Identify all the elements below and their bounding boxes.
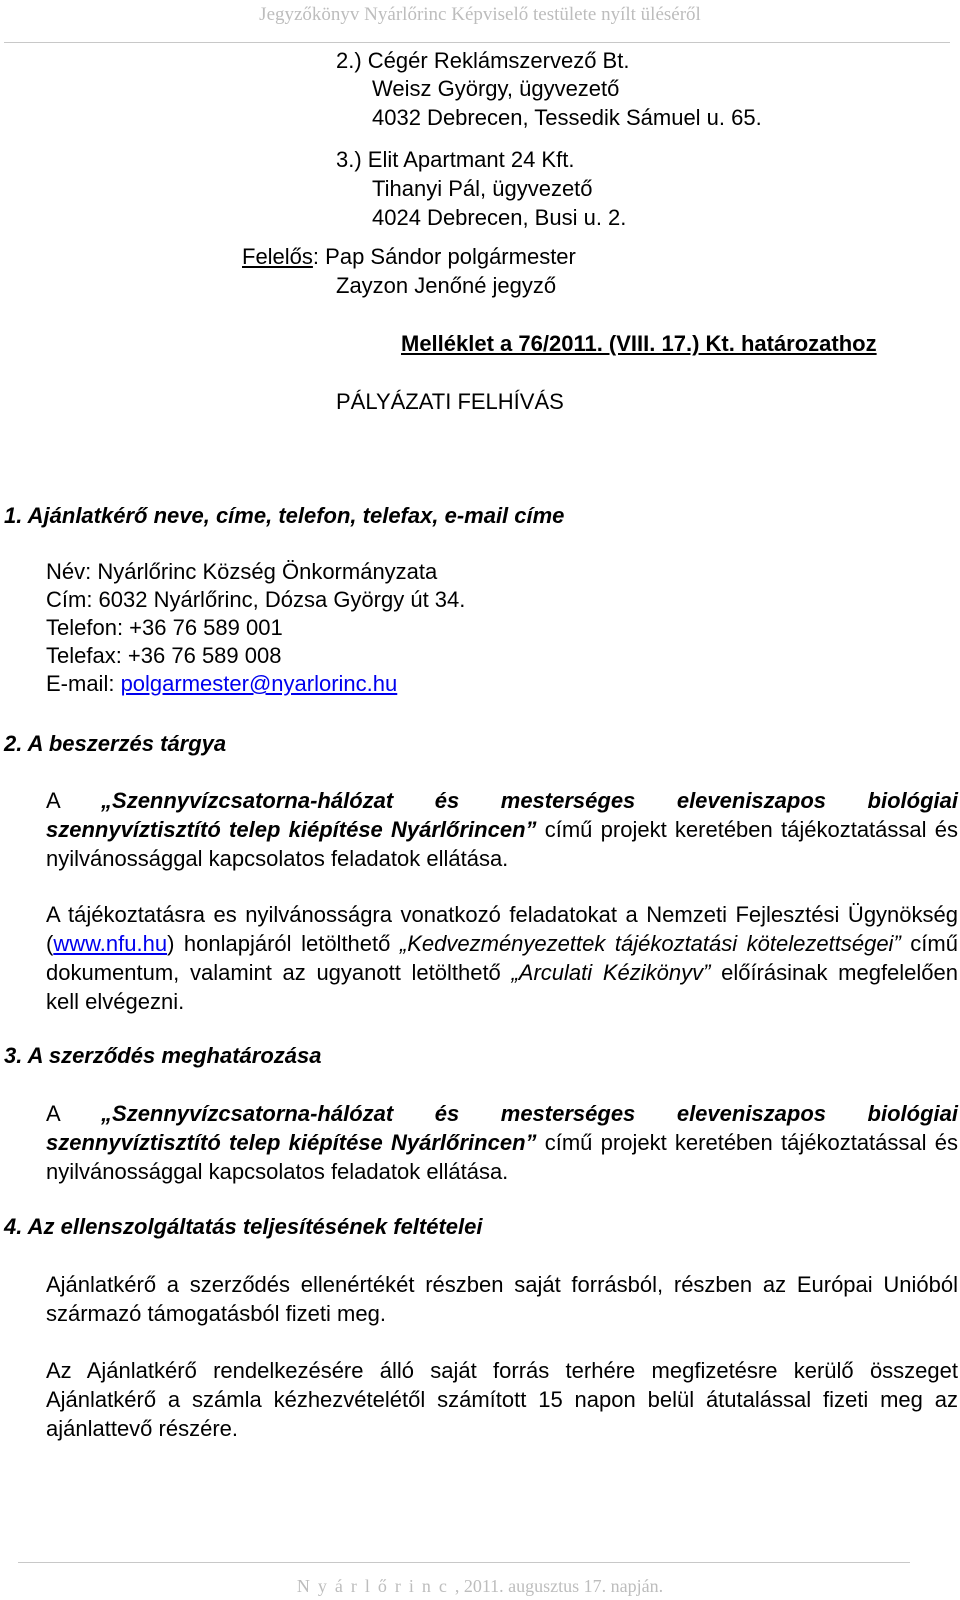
address-3-person: Tihanyi Pál, ügyvezető <box>372 176 593 201</box>
contact-email-row <box>46 670 465 698</box>
footer-date: , 2011. augusztus 17. napján. <box>454 1576 664 1596</box>
responsible-mayor: Pap Sándor polgármester <box>325 244 576 269</box>
text-fragment: című projekt keretében tájékoztatással és nyilvánossággal kapcsolatos feladatok ellátása. <box>46 817 958 871</box>
footer-divider <box>18 1562 910 1563</box>
text-fragment: előírásinak megfelelően kell elvégezni. <box>46 960 959 1014</box>
contact-phone: Telefon: +36 76 589 001 <box>46 615 283 640</box>
footer-place: Nyárlőrinc <box>296 1576 455 1596</box>
section-2-title: 2. A beszerzés tárgya <box>4 731 227 756</box>
contact-name: Név: Nyárlőrinc Község Önkormányzata <box>46 559 438 584</box>
header-divider <box>4 42 950 43</box>
project-name: „Szennyvízcsatorna-hálózat és mesterséges eleveniszapos biológiai szennyvíztisztító telep kiépítése Nyárlőrincen” <box>46 788 958 842</box>
text-fragment: A <box>46 788 102 813</box>
contact-address: Cím: 6032 Nyárlőrinc, Dózsa György út 34. <box>46 587 466 612</box>
attachment-note: Melléklet a 76/2011. (VIII. 17.) Kt. határozathoz <box>401 331 877 356</box>
address-3-name: 3.) Elit Apartmant 24 Kft. <box>336 147 575 172</box>
text-fragment: című projekt keretében tájékoztatással és nyilvánossággal kapcsolatos feladatok ellátása. <box>46 1130 958 1184</box>
section-3-paragraph <box>46 1099 958 1186</box>
notice-title: PÁLYÁZATI FELHÍVÁS <box>336 389 564 414</box>
page-header: Jegyzőkönyv Nyárlőrinc Képviselő testülete nyílt üléséről <box>259 4 701 25</box>
nfu-link[interactable]: www.nfu.hu <box>53 931 168 956</box>
contact-email-label: E-mail: <box>46 671 121 696</box>
text-fragment: A tájékoztatásra es nyilvánosságra vonatkozó feladatokat a Nemzeti Fejlesztési Ügynökség ( <box>46 902 958 956</box>
responsible-label: Felelős <box>242 244 313 269</box>
manual-title: „Arculati Kézikönyv” <box>511 960 711 985</box>
section-3-title: 3. A szerződés meghatározása <box>4 1043 322 1068</box>
section-4-paragraph-2: Az Ajánlatkérő rendelkezésére álló saját forrás terhére megfizetésre kerülő összeget Ajánlatkérő a számla kézhezvételétől számított 15 napon belül átutalással fizeti meg az ajánlattevő részére. <box>46 1358 958 1441</box>
section-1-title: 1. Ajánlatkérő neve, címe, telefon, telefax, e-mail címe <box>4 503 565 528</box>
responsible-notary: Zayzon Jenőné jegyző <box>336 273 557 298</box>
page-footer <box>0 1576 960 1597</box>
contact-fax: Telefax: +36 76 589 008 <box>46 643 282 668</box>
section-4-title: 4. Az ellenszolgáltatás teljesítésének feltételei <box>4 1214 483 1239</box>
section-2-paragraph-2 <box>46 900 958 1016</box>
email-link[interactable]: polgarmester@nyarlorinc.hu <box>120 671 398 696</box>
section-4-paragraph-1: Ajánlatkérő a szerződés ellenértékét részben saját forrásból, részben az Európai Unióból származó támogatásból fizeti meg. <box>46 1272 958 1326</box>
text-fragment: A <box>46 1101 102 1126</box>
project-name: „Szennyvízcsatorna-hálózat és mesterséges eleveniszapos biológiai szennyvíztisztító telep kiépítése Nyárlőrincen” <box>46 1101 958 1155</box>
responsible-colon: : <box>312 244 320 269</box>
address-3-street: 4024 Debrecen, Busi u. 2. <box>372 205 627 230</box>
contact-block <box>46 558 465 698</box>
text-fragment: című dokumentum, valamint az ugyanott letölthető <box>46 931 958 985</box>
text-fragment: ) honlapjáról letölthető <box>167 931 400 956</box>
address-2-name: 2.) Cégér Reklámszervező Bt. <box>336 48 630 73</box>
address-2-person: Weisz György, ügyvezető <box>372 76 620 101</box>
address-2-street: 4032 Debrecen, Tessedik Sámuel u. 65. <box>372 105 762 130</box>
document-title: „Kedvezményezettek tájékoztatási kötelezettségei” <box>399 931 901 956</box>
responsible-line <box>242 243 576 271</box>
section-2-paragraph-1 <box>46 786 958 873</box>
